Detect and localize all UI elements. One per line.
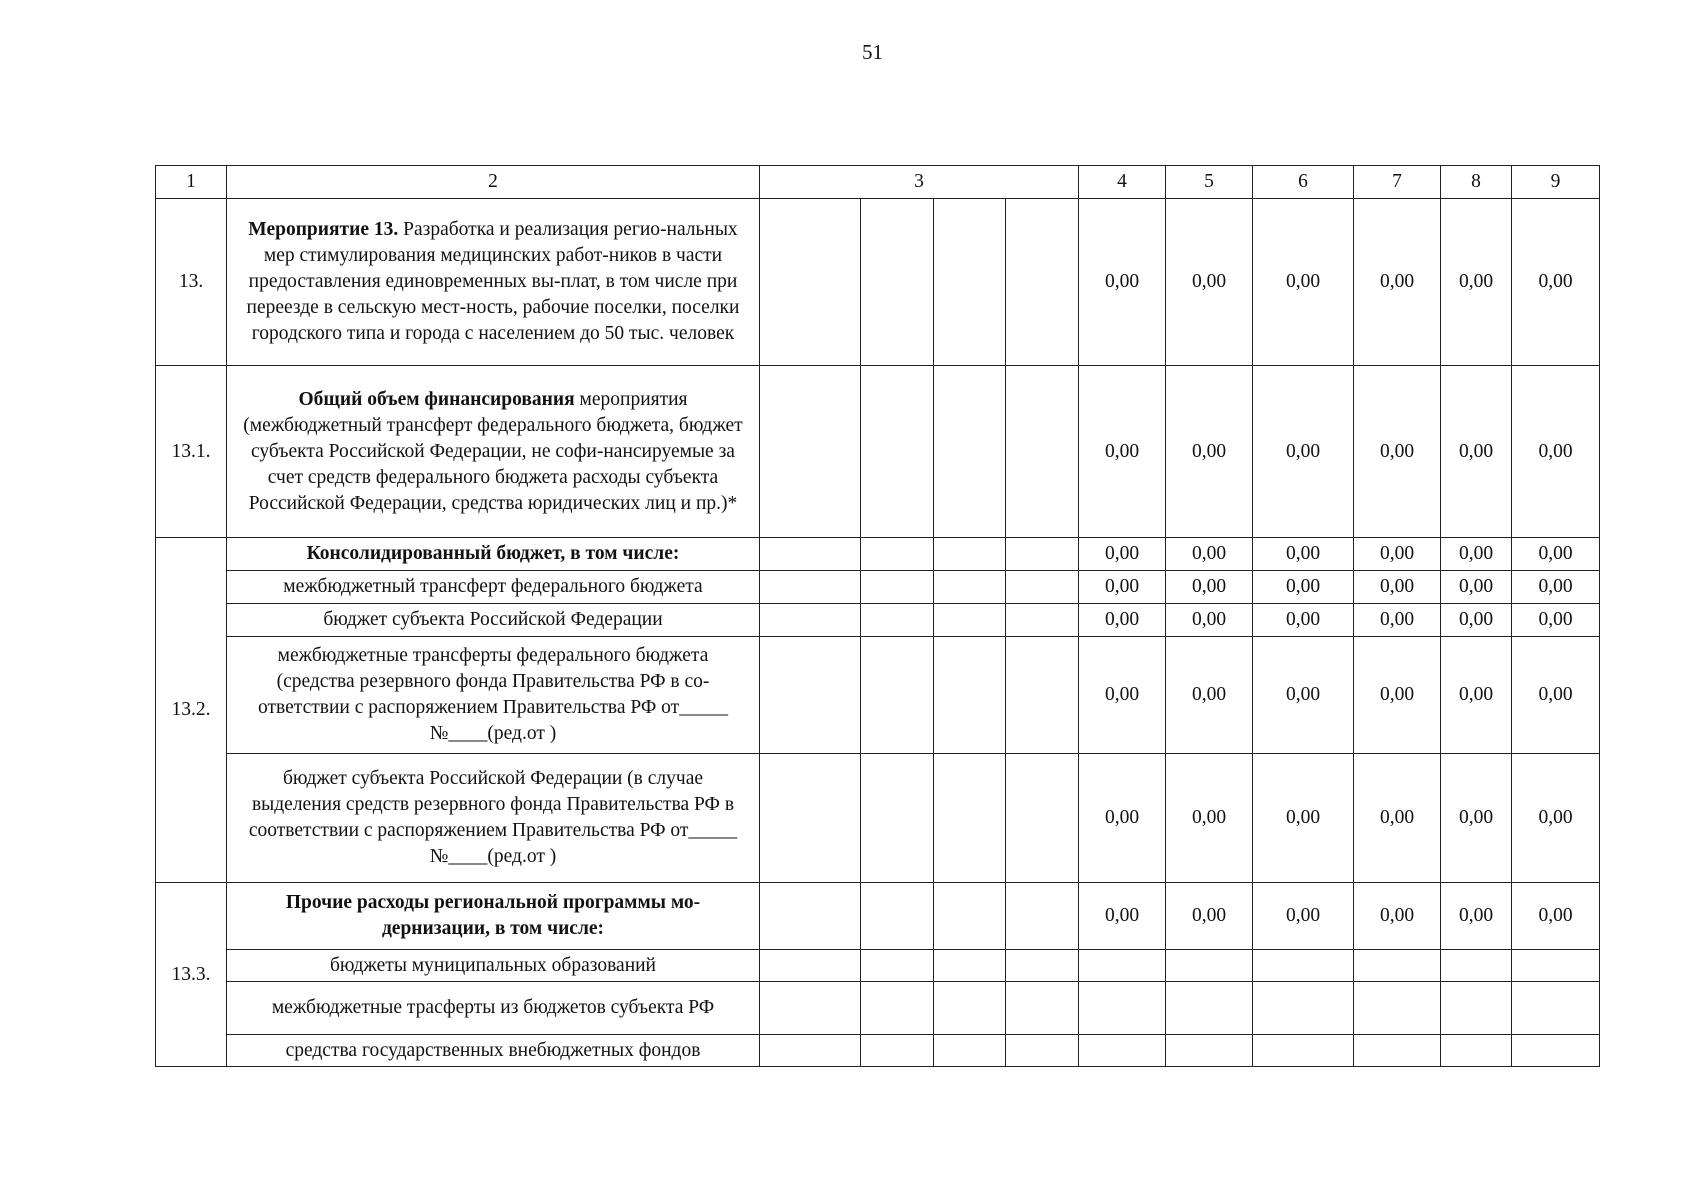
- empty-cell: [934, 982, 1006, 1035]
- empty-cell: [760, 199, 861, 366]
- row-description: [227, 366, 760, 538]
- empty-cell: [861, 604, 934, 637]
- value-cell: [1354, 1035, 1441, 1067]
- table-row: [156, 982, 1600, 1035]
- empty-cell: [934, 571, 1006, 604]
- header-cell: 2: [227, 166, 760, 199]
- value-cell: 0,00: [1079, 366, 1166, 538]
- table-row: [156, 950, 1600, 982]
- empty-cell: [861, 883, 934, 950]
- value-cell: [1354, 982, 1441, 1035]
- value-cell: 0,00: [1512, 571, 1600, 604]
- row-text: Разработка и реализация регио-нальных мер стимулирования медицинских работ-ников в части предоставления единовременных вы-плат, в том числе при переезде в сельскую мест-ность, рабочие поселки, поселки городского типа и города с населением до 50 тыс. человек: [246, 219, 740, 344]
- value-cell: [1441, 950, 1512, 982]
- header-cell: 3: [760, 166, 1079, 199]
- value-cell: 0,00: [1079, 199, 1166, 366]
- value-cell: 0,00: [1512, 199, 1600, 366]
- row-text: мероприятия (межбюджетный трансферт федерального бюджета, бюджет субъекта Российской Федерации, не софи-нансируемые за счет средств федерального бюджета расходы субъекта Российской Федерации, средства юридических лиц и пр.)*: [243, 388, 743, 514]
- value-cell: 0,00: [1441, 604, 1512, 637]
- value-cell: 0,00: [1512, 604, 1600, 637]
- header-cell: 5: [1166, 166, 1253, 199]
- empty-cell: [1006, 538, 1079, 571]
- empty-cell: [1006, 571, 1079, 604]
- row-description: межбюджетные трасферты из бюджетов субъекта РФ: [227, 982, 760, 1035]
- value-cell: 0,00: [1166, 538, 1253, 571]
- empty-cell: [760, 754, 861, 883]
- empty-cell: [934, 950, 1006, 982]
- row-title: Общий объем финансирования: [298, 388, 575, 410]
- empty-cell: [760, 1035, 861, 1067]
- value-cell: 0,00: [1354, 571, 1441, 604]
- value-cell: 0,00: [1441, 571, 1512, 604]
- value-cell: 0,00: [1166, 199, 1253, 366]
- row-description: Консолидированный бюджет, в том числе:: [227, 538, 760, 571]
- value-cell: 0,00: [1166, 604, 1253, 637]
- value-cell: 0,00: [1079, 637, 1166, 754]
- table-row: [156, 538, 1600, 571]
- empty-cell: [760, 950, 861, 982]
- header-cell: 7: [1354, 166, 1441, 199]
- value-cell: [1079, 1035, 1166, 1067]
- value-cell: 0,00: [1253, 754, 1354, 883]
- empty-cell: [760, 982, 861, 1035]
- empty-cell: [760, 366, 861, 538]
- value-cell: 0,00: [1512, 754, 1600, 883]
- value-cell: [1166, 950, 1253, 982]
- empty-cell: [1006, 366, 1079, 538]
- value-cell: 0,00: [1253, 571, 1354, 604]
- value-cell: 0,00: [1079, 571, 1166, 604]
- empty-cell: [934, 199, 1006, 366]
- table-row: [156, 883, 1600, 950]
- value-cell: [1441, 1035, 1512, 1067]
- table-row: [156, 199, 1600, 366]
- value-cell: [1079, 982, 1166, 1035]
- table-row: [156, 366, 1600, 538]
- value-cell: 0,00: [1512, 883, 1600, 950]
- value-cell: [1253, 950, 1354, 982]
- empty-cell: [934, 538, 1006, 571]
- value-cell: 0,00: [1354, 366, 1441, 538]
- value-cell: 0,00: [1354, 637, 1441, 754]
- empty-cell: [760, 637, 861, 754]
- empty-cell: [861, 571, 934, 604]
- value-cell: 0,00: [1079, 538, 1166, 571]
- value-cell: [1354, 950, 1441, 982]
- empty-cell: [934, 754, 1006, 883]
- row-description: бюджет субъекта Российской Федерации: [227, 604, 760, 637]
- empty-cell: [1006, 982, 1079, 1035]
- empty-cell: [1006, 1035, 1079, 1067]
- header-cell: 8: [1441, 166, 1512, 199]
- value-cell: 0,00: [1166, 637, 1253, 754]
- value-cell: 0,00: [1354, 604, 1441, 637]
- row-description: межбюджетный трансферт федерального бюджета: [227, 571, 760, 604]
- header-cell: 9: [1512, 166, 1600, 199]
- value-cell: 0,00: [1441, 366, 1512, 538]
- table-row: [156, 1035, 1600, 1067]
- value-cell: [1166, 982, 1253, 1035]
- value-cell: 0,00: [1441, 883, 1512, 950]
- row-description: средства государственных внебюджетных фондов: [227, 1035, 760, 1067]
- empty-cell: [1006, 950, 1079, 982]
- row-id: 13.3.: [156, 883, 227, 1067]
- value-cell: [1253, 982, 1354, 1035]
- empty-cell: [1006, 883, 1079, 950]
- value-cell: 0,00: [1441, 637, 1512, 754]
- row-id: 13.1.: [156, 366, 227, 538]
- value-cell: [1441, 982, 1512, 1035]
- row-description: Прочие расходы региональной программы мо-дернизации, в том числе:: [227, 883, 760, 950]
- value-cell: 0,00: [1253, 637, 1354, 754]
- value-cell: 0,00: [1512, 366, 1600, 538]
- value-cell: 0,00: [1354, 754, 1441, 883]
- table-row: [156, 637, 1600, 754]
- row-description: бюджет субъекта Российской Федерации (в случае выделения средств резервного фонда Правительства РФ в соответствии с распоряжением Правительства РФ от_____ №____(ред.от ): [227, 754, 760, 883]
- value-cell: 0,00: [1512, 637, 1600, 754]
- row-title: Мероприятие 13.: [248, 219, 399, 240]
- row-description: бюджеты муниципальных образований: [227, 950, 760, 982]
- value-cell: 0,00: [1441, 538, 1512, 571]
- empty-cell: [760, 538, 861, 571]
- value-cell: 0,00: [1253, 604, 1354, 637]
- value-cell: 0,00: [1253, 538, 1354, 571]
- empty-cell: [861, 366, 934, 538]
- empty-cell: [934, 366, 1006, 538]
- value-cell: 0,00: [1166, 754, 1253, 883]
- row-id: 13.2.: [156, 538, 227, 883]
- value-cell: [1166, 1035, 1253, 1067]
- header-cell: 1: [156, 166, 227, 199]
- value-cell: 0,00: [1166, 571, 1253, 604]
- row-description: межбюджетные трансферты федерального бюджета (средства резервного фонда Правительства РФ в со-ответствии с распоряжением Правительства РФ от_____ №____(ред.от ): [227, 637, 760, 754]
- value-cell: [1079, 950, 1166, 982]
- empty-cell: [1006, 754, 1079, 883]
- empty-cell: [934, 604, 1006, 637]
- empty-cell: [861, 1035, 934, 1067]
- value-cell: 0,00: [1354, 883, 1441, 950]
- empty-cell: [934, 637, 1006, 754]
- row-id: 13.: [156, 199, 227, 366]
- empty-cell: [861, 754, 934, 883]
- empty-cell: [760, 571, 861, 604]
- empty-cell: [1006, 199, 1079, 366]
- value-cell: 0,00: [1512, 538, 1600, 571]
- value-cell: [1512, 1035, 1600, 1067]
- value-cell: [1512, 950, 1600, 982]
- value-cell: 0,00: [1166, 883, 1253, 950]
- empty-cell: [934, 1035, 1006, 1067]
- empty-cell: [861, 950, 934, 982]
- financing-table: [155, 165, 1600, 1067]
- value-cell: [1512, 982, 1600, 1035]
- value-cell: 0,00: [1441, 199, 1512, 366]
- empty-cell: [861, 982, 934, 1035]
- value-cell: [1253, 1035, 1354, 1067]
- empty-cell: [861, 538, 934, 571]
- page-number: 51: [862, 40, 883, 64]
- value-cell: 0,00: [1253, 366, 1354, 538]
- empty-cell: [934, 883, 1006, 950]
- header-row: [156, 166, 1600, 199]
- header-cell: 6: [1253, 166, 1354, 199]
- empty-cell: [760, 604, 861, 637]
- empty-cell: [861, 637, 934, 754]
- value-cell: 0,00: [1253, 199, 1354, 366]
- value-cell: 0,00: [1166, 366, 1253, 538]
- value-cell: 0,00: [1079, 754, 1166, 883]
- empty-cell: [1006, 604, 1079, 637]
- value-cell: 0,00: [1354, 199, 1441, 366]
- table-row: [156, 604, 1600, 637]
- empty-cell: [1006, 637, 1079, 754]
- header-cell: 4: [1079, 166, 1166, 199]
- value-cell: 0,00: [1441, 754, 1512, 883]
- table-row: [156, 571, 1600, 604]
- value-cell: 0,00: [1079, 604, 1166, 637]
- empty-cell: [760, 883, 861, 950]
- empty-cell: [861, 199, 934, 366]
- row-description: [227, 199, 760, 366]
- value-cell: 0,00: [1253, 883, 1354, 950]
- table-row: [156, 754, 1600, 883]
- value-cell: 0,00: [1079, 883, 1166, 950]
- value-cell: 0,00: [1354, 538, 1441, 571]
